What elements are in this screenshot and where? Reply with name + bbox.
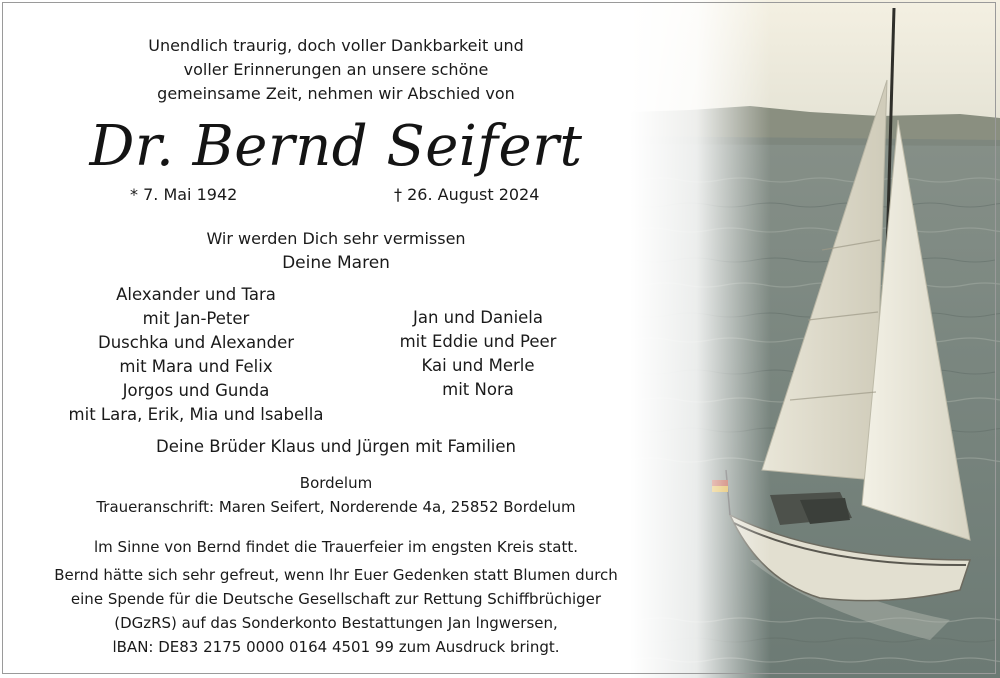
family-right-1: Jan und Daniela: [412, 308, 544, 327]
brothers-line: Deine Brüder Klaus und Jürgen mit Familien: [156, 437, 516, 456]
place-line: Bordelum: [299, 474, 373, 492]
address-line: Traueranschrift: Maren Seifert, Norderende 4a, 25852 Bordelum: [96, 498, 576, 516]
birth-date: * 7. Mai 1942: [130, 185, 238, 204]
sailboat-photo: [630, 0, 1000, 678]
family-right-4: mit Nora: [442, 380, 514, 399]
family-left-1: Alexander und Tara: [116, 285, 276, 304]
family-right-2: mit Eddie und Peer: [399, 332, 557, 351]
deceased-name: Dr. Bernd Seifert: [89, 114, 583, 179]
miss-line: Wir werden Dich sehr vermissen: [206, 229, 466, 248]
death-date: † 26. August 2024: [394, 185, 540, 204]
donation-line-4: lBAN: DE83 2175 0000 0164 4501 99 zum Ausdruck bringt.: [112, 638, 560, 656]
family-right-3: Kai und Merle: [421, 356, 535, 375]
family-left-2: mit Jan-Peter: [142, 309, 250, 328]
intro-line-2: voller Erinnerungen an unsere schöne: [183, 60, 489, 79]
family-left-4: mit Mara und Felix: [119, 357, 273, 376]
family-left-5: Jorgos und Gunda: [122, 381, 270, 400]
wife-line: Deine Maren: [282, 253, 390, 273]
donation-line-2: eine Spende für die Deutsche Gesellschaft zur Rettung Schiffbrüchiger: [70, 590, 602, 608]
donation-line-1: Bernd hätte sich sehr gefreut, wenn lhr Euer Gedenken statt Blumen durch: [54, 566, 618, 584]
intro-line-3: gemeinsame Zeit, nehmen wir Abschied von: [157, 84, 515, 103]
intro-line-1: Unendlich traurig, doch voller Dankbarkeit und: [148, 36, 524, 55]
family-left-6: mit Lara, Erik, Mia und lsabella: [68, 405, 324, 424]
family-left-3: Duschka und Alexander: [97, 333, 295, 352]
donation-line-3: (DGzRS) auf das Sonderkonto Bestattungen Jan lngwersen,: [114, 614, 558, 632]
service-line: lm Sinne von Bernd findet die Trauerfeier im engsten Kreis statt.: [94, 538, 578, 556]
